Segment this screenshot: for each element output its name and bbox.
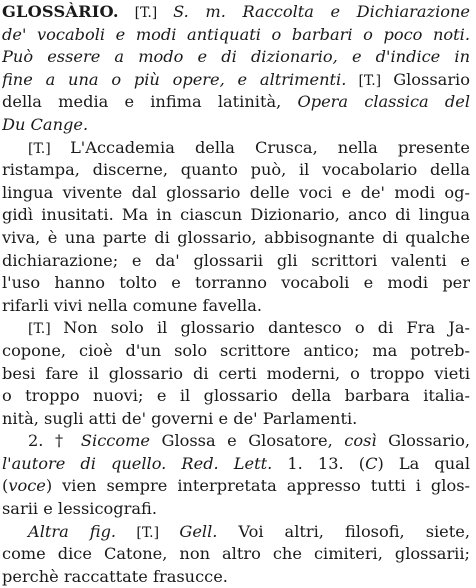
body-text: ristampa, discerne, quanto può, il vocabolario della <box>2 160 470 180</box>
entry-line <box>2 182 470 205</box>
body-text: viva, è una parte di glossario, abbisognante di qualche <box>2 227 470 247</box>
entry-line <box>2 250 470 273</box>
body-text: della media e infima latinità, <box>2 92 298 112</box>
body-text: ( <box>2 476 9 496</box>
source-mark: [T.] <box>28 140 71 157</box>
entry-line <box>2 317 470 340</box>
body-text: o troppo nuovi; e il glossario della barbara italia- <box>2 386 470 406</box>
body-text: gidì inusitati. Ma in ciascun Dizionario, anco di lingua <box>2 205 470 225</box>
entry-line <box>2 91 470 114</box>
entry-line <box>2 24 470 47</box>
entry-line <box>2 295 470 318</box>
italic-text: Du Cange. <box>2 114 89 134</box>
italic-text: Può essere a modo e di dizionario, e d'indice in <box>2 47 470 67</box>
italic-text: Siccome <box>80 431 150 451</box>
italic-text: Opera classica del <box>297 92 470 112</box>
italic-text: Gell. <box>179 521 218 541</box>
body-text: l'uso hanno tolto e torranno vocaboli e modi per <box>2 273 470 293</box>
entry-line <box>2 227 470 250</box>
entry-line <box>2 385 470 408</box>
body-text: nità, sugli atti de' governi e de' Parlamenti. <box>2 408 358 428</box>
body-text: ) vien sempre interpretata appresso tutti i glos- <box>45 476 470 496</box>
body-text: copone, cioè d'un solo scrittore antico; ma potreb- <box>2 340 470 360</box>
entry-line <box>2 137 470 160</box>
entry-line <box>2 69 470 92</box>
body-text: Non solo il glossario dantesco o di Fra Ja- <box>63 318 470 338</box>
entry-line <box>2 114 470 137</box>
entry-line <box>2 498 470 521</box>
body-text: come dice Catone, non altro che cimiteri, glossarii; <box>2 544 470 564</box>
body-text: Glossario, <box>376 431 470 451</box>
body-text: sarii e lessicografi. <box>2 499 157 519</box>
body-text: 2. † <box>28 431 81 451</box>
body-text: L'Accademia della Crusca, nella presente <box>70 137 470 157</box>
source-mark: [T.] <box>346 72 394 89</box>
italic-text: C <box>365 453 378 473</box>
body-text: ) La qual <box>377 453 470 473</box>
dictionary-entry <box>2 1 470 588</box>
source-mark: [T.] <box>118 5 174 21</box>
entry-line <box>2 453 470 476</box>
body-text: Voi altri, filosofi, siete, <box>217 521 470 541</box>
entry-line <box>2 521 470 544</box>
italic-text: fine a una o più opere, e altrimenti. <box>2 69 347 89</box>
body-text: besi fare il glossario di certi moderni, o troppo vieti <box>2 363 470 383</box>
entry-line <box>2 363 470 386</box>
body-text: perchè raccattate frasucce. <box>2 566 228 586</box>
italic-text: Altra fig. <box>28 521 117 541</box>
entry-line <box>2 430 470 453</box>
italic-text: S. m. Raccolta e Dichiarazione <box>173 2 470 21</box>
entry-line <box>2 408 470 431</box>
body-text: rifarli vivi nella comune favella. <box>2 295 262 315</box>
headword: GLOSSÀRIO. <box>2 2 119 21</box>
source-mark: [T.] <box>116 524 180 541</box>
entry-line <box>2 475 470 498</box>
entry-line <box>2 1 470 24</box>
body-text: dichiarazione; e da' glossarii gli scrittori valenti e <box>2 250 470 270</box>
body-text: lingua vivente dal glossario delle voci e de' modi og- <box>2 182 470 202</box>
entry-line <box>2 566 470 588</box>
source-mark: [T.] <box>28 321 64 338</box>
entry-line <box>2 272 470 295</box>
body-text: Glossa e Glosatore, <box>150 431 345 451</box>
entry-line <box>2 340 470 363</box>
italic-text: voce <box>8 476 46 496</box>
italic-text: de' vocaboli e modi antiquati o barbari o poco noti. <box>2 24 470 44</box>
entry-line <box>2 204 470 227</box>
italic-text: l'autore di quello. Red. Lett. <box>2 453 273 473</box>
body-text: 1. 13. ( <box>272 453 366 473</box>
italic-text: così <box>344 431 377 451</box>
entry-line <box>2 46 470 69</box>
body-text: Glossario <box>393 69 470 89</box>
entry-line <box>2 159 470 182</box>
entry-line <box>2 543 470 566</box>
